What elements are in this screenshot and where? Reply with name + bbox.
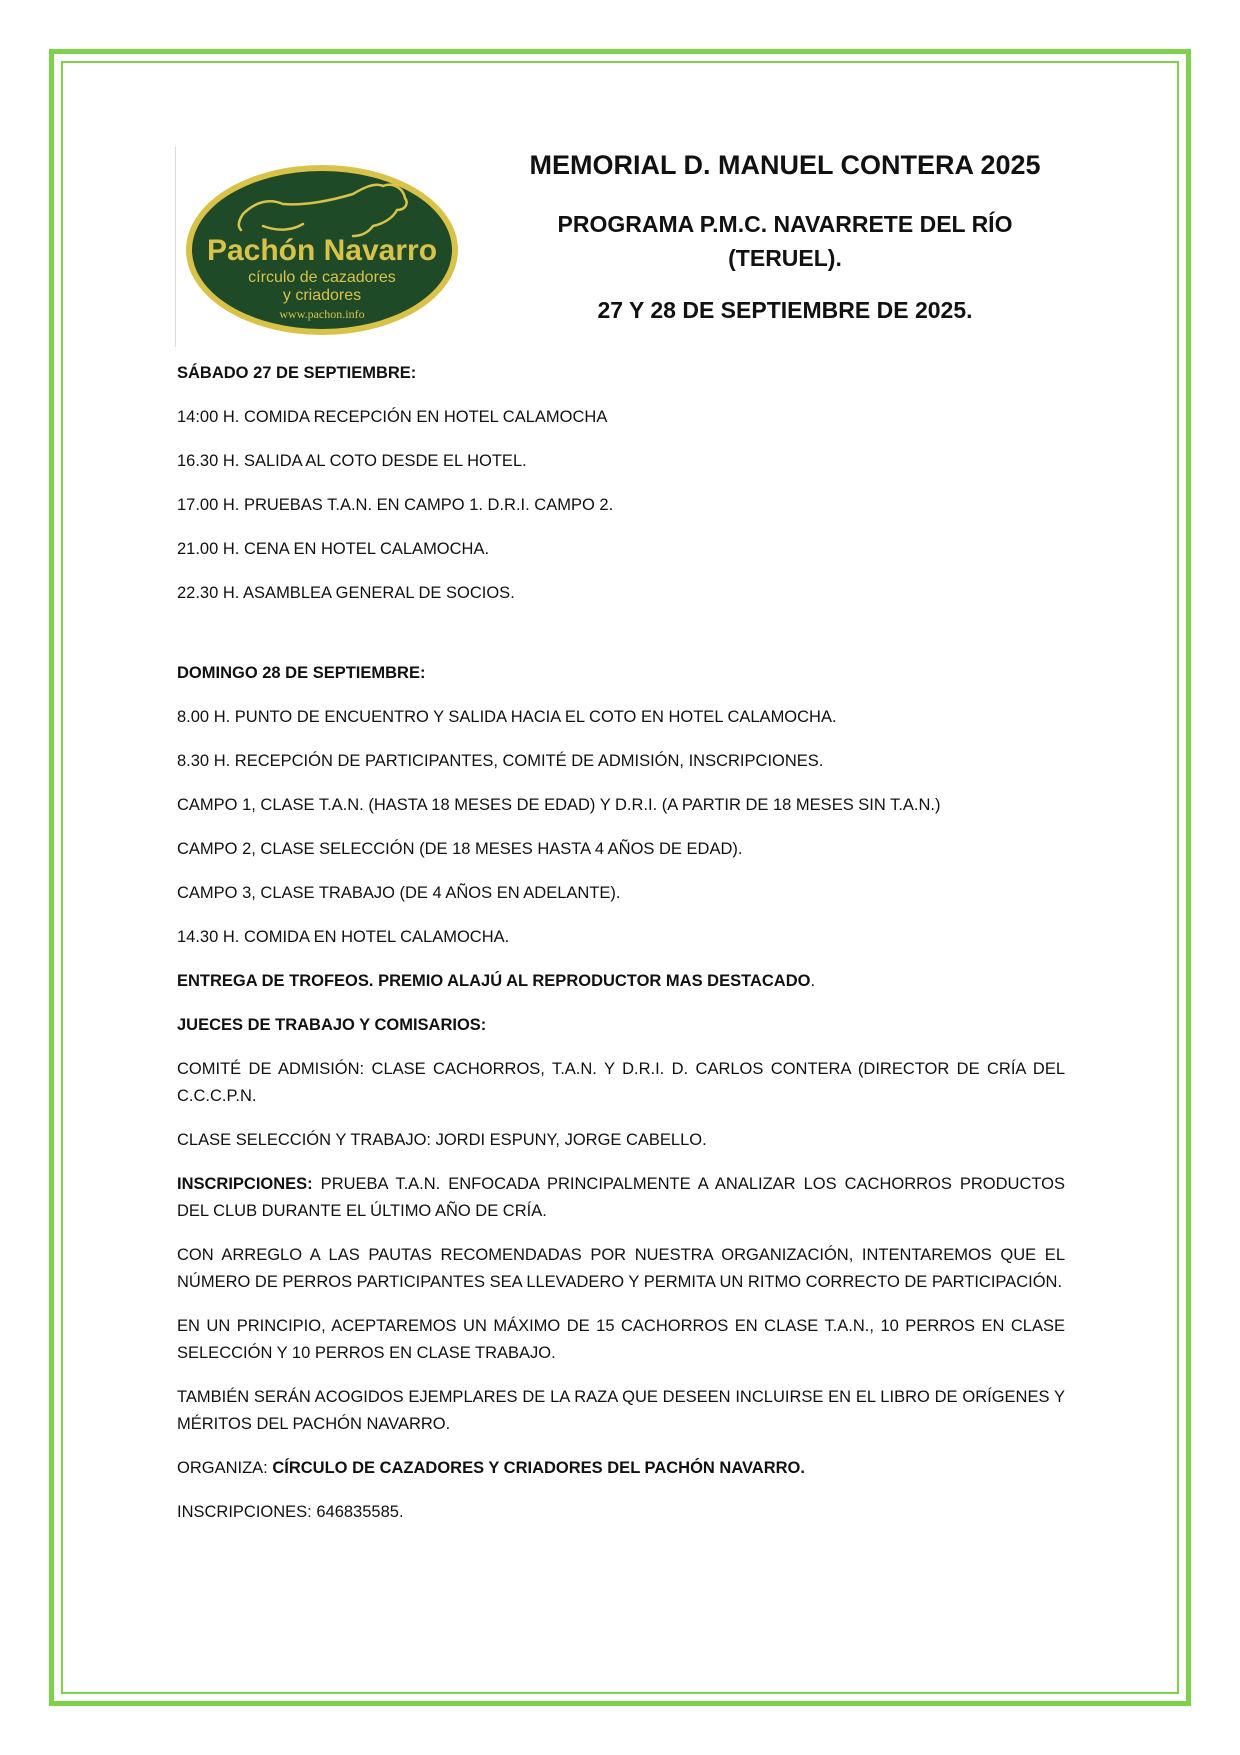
schedule-item: 8.30 H. RECEPCIÓN DE PARTICIPANTES, COMITÉ DE ADMISIÓN, INSCRIPCIONES. — [177, 752, 824, 770]
schedule-item: CAMPO 1, CLASE T.A.N. (HASTA 18 MESES DE EDAD) Y D.R.I. (A PARTIR DE 18 MESES SIN T.A.N.) — [177, 796, 941, 814]
organizer-label: ORGANIZA: — [177, 1459, 273, 1477]
registrations-paragraph — [177, 1171, 1065, 1225]
logo-line2: y criadores — [282, 287, 362, 304]
contact-line: INSCRIPCIONES: 646835585. — [177, 1503, 404, 1521]
schedule-item: CAMPO 3, CLASE TRABAJO (DE 4 AÑOS EN ADELANTE). — [177, 884, 621, 902]
organizer-line — [177, 1455, 1065, 1482]
logo-divider — [175, 147, 176, 347]
section-spacer — [177, 624, 1065, 660]
logo-url: www.pachon.info — [279, 307, 365, 321]
body-paragraph: TAMBIÉN SERÁN ACOGIDOS EJEMPLARES DE LA RAZA QUE DESEEN INCLUIRSE EN EL LIBRO DE ORÍGENES Y MÉRITOS DEL PACHÓN NAVARRO. — [177, 1388, 1065, 1433]
judges-classes: CLASE SELECCIÓN Y TRABAJO: JORDI ESPUNY, JORGE CABELLO. — [177, 1131, 707, 1149]
registrations-text: PRUEBA T.A.N. ENFOCADA PRINCIPALMENTE A ANALIZAR LOS CACHORROS PRODUCTOS DEL CLUB DURANTE EL ÚLTIMO AÑO DE CRÍA. — [177, 1175, 1065, 1220]
document-title: MEMORIAL D. MANUEL CONTERA 2025 — [529, 150, 1041, 180]
schedule-item: 21.00 H. CENA EN HOTEL CALAMOCHA. — [177, 540, 490, 558]
organizer-name: CÍRCULO DE CAZADORES Y CRIADORES DEL PACHÓN NAVARRO. — [272, 1459, 805, 1477]
schedule-item: 22.30 H. ASAMBLEA GENERAL DE SOCIOS. — [177, 584, 515, 602]
event-dates: 27 Y 28 DE SEPTIEMBRE DE 2025. — [597, 297, 973, 323]
schedule-item: CAMPO 2, CLASE SELECCIÓN (DE 18 MESES HASTA 4 AÑOS DE EDAD). — [177, 840, 743, 858]
logo-name: Pachón Navarro — [206, 234, 438, 267]
sunday-heading: DOMINGO 28 DE SEPTIEMBRE: — [177, 664, 426, 682]
trophies-text: ENTREGA DE TROFEOS. PREMIO ALAJÚ AL REPRODUCTOR MAS DESTACADO — [177, 972, 811, 990]
schedule-item: 17.00 H. PRUEBAS T.A.N. EN CAMPO 1. D.R.I. CAMPO 2. — [177, 496, 614, 514]
judges-committee: COMITÉ DE ADMISIÓN: CLASE CACHORROS, T.A.N. Y D.R.I. D. CARLOS CONTERA (DIRECTOR DE CRÍA DEL C.C.C.P.N. — [177, 1060, 1065, 1105]
body-paragraph: EN UN PRINCIPIO, ACEPTAREMOS UN MÁXIMO DE 15 CACHORROS EN CLASE T.A.N., 10 PERROS EN CLASE SELECCIÓN Y 10 PERROS EN CLASE TRABAJO. — [177, 1317, 1065, 1362]
header-block — [470, 150, 1100, 324]
program-subtitle — [470, 207, 1100, 275]
pachon-navarro-logo — [183, 162, 461, 338]
schedule-item: 14:00 H. COMIDA RECEPCIÓN EN HOTEL CALAMOCHA — [177, 408, 608, 426]
saturday-heading: SÁBADO 27 DE SEPTIEMBRE: — [177, 364, 417, 382]
program-subtitle-line2: (TERUEL). — [728, 245, 842, 271]
schedule-item: 8.00 H. PUNTO DE ENCUENTRO Y SALIDA HACIA EL COTO EN HOTEL CALAMOCHA. — [177, 708, 837, 726]
program-content — [177, 360, 1065, 1543]
judges-heading: JUECES DE TRABAJO Y COMISARIOS: — [177, 1016, 487, 1034]
trophies-tail: . — [810, 972, 816, 990]
logo-line1: círculo de cazadores — [248, 269, 396, 286]
body-paragraph: CON ARREGLO A LAS PAUTAS RECOMENDADAS POR NUESTRA ORGANIZACIÓN, INTENTAREMOS QUE EL NÚMERO DE PERROS PARTICIPANTES SEA LLEVADERO Y PERMITA UN RITMO CORRECTO DE PARTICIPACIÓN. — [177, 1246, 1065, 1291]
schedule-item: 14.30 H. COMIDA EN HOTEL CALAMOCHA. — [177, 928, 510, 946]
program-subtitle-line1: PROGRAMA P.M.C. NAVARRETE DEL RÍO — [557, 211, 1013, 237]
registrations-label: INSCRIPCIONES: — [177, 1175, 313, 1193]
schedule-item: 16.30 H. SALIDA AL COTO DESDE EL HOTEL. — [177, 452, 527, 470]
trophies-line — [177, 968, 1065, 995]
